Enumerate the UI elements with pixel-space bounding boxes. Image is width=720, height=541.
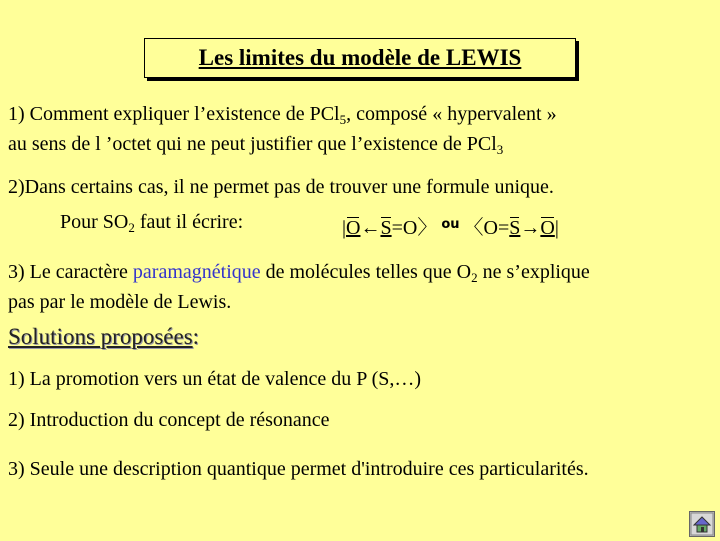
slide-title: Les limites du modèle de LEWIS	[198, 45, 522, 70]
point-1	[8, 99, 557, 159]
solution-item: 1) La promotion vers un état de valence du P (S,…)	[8, 368, 422, 390]
solution-item: 2) Introduction du concept de résonance	[8, 409, 330, 431]
home-button[interactable]	[689, 511, 715, 537]
point-3-line-1: 3) Le caractère paramagnétique de molécules telles que $O_2$ ne s’explique	[8, 261, 590, 285]
formula-2: 〈O=S→O|	[463, 217, 559, 239]
formula-1: |O←S=O〉	[342, 217, 438, 239]
home-icon	[690, 512, 714, 536]
formula-1-arrow: ←	[360, 217, 381, 239]
formula-2-arrow: →	[520, 217, 541, 239]
solution-item: 3) Seule une description quantique permet d'introduire ces particularités.	[8, 458, 589, 480]
lewis-formulas	[342, 211, 559, 240]
title-box	[144, 38, 576, 78]
point-2-line-1: 2)Dans certains cas, il ne permet pas de trouver une formule unique.	[8, 176, 554, 198]
point-1-line-2: au sens de l ’octet qui ne peut justifier que l’existence de PCl$_3$	[8, 133, 504, 157]
solutions-heading: Solutions proposées:	[8, 324, 200, 349]
formula-2-sulfur: S	[509, 217, 521, 239]
so2-prefix: Pour $SO_2$ faut il écrire:	[60, 211, 244, 235]
point-3	[8, 257, 590, 317]
formula-1-sulfur: S	[380, 217, 392, 239]
formula-1-oxygen: O	[346, 217, 361, 239]
paramagnetic-term: paramagnétique	[132, 261, 261, 283]
point-1-line-1: 1) Comment expliquer l’existence de PCl$_5$, composé « hypervalent »	[8, 103, 557, 127]
formula-2-oxygen: O	[540, 217, 555, 239]
formula-or: ou	[441, 217, 460, 232]
point-3-line-2: pas par le modèle de Lewis.	[8, 291, 232, 313]
